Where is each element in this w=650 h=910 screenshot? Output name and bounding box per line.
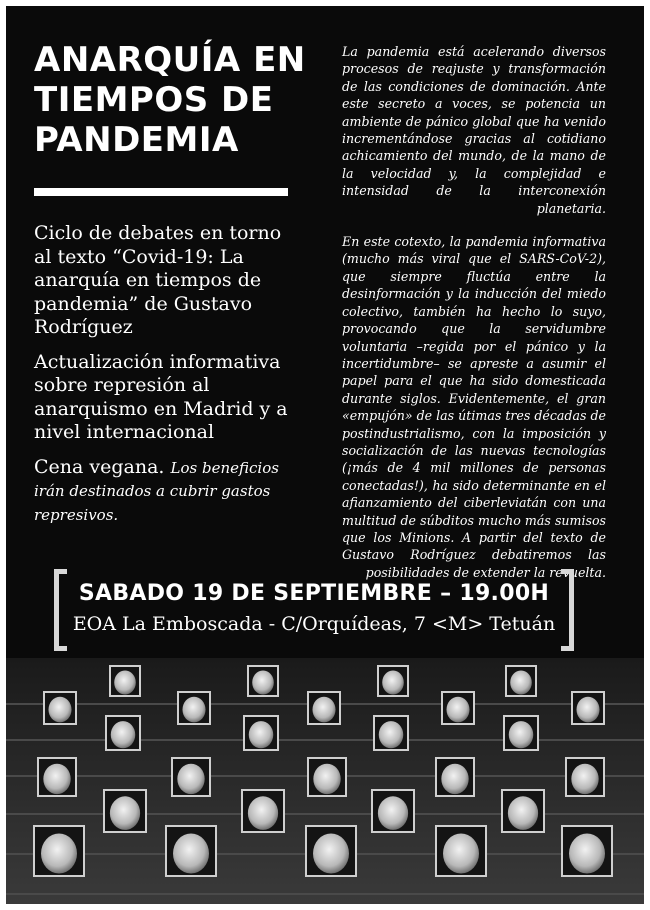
article-column xyxy=(342,43,606,597)
crouching-figure xyxy=(48,697,71,723)
event-date: SABADO 19 DE SEPTIEMBRE – 19.00H xyxy=(78,581,550,606)
crouching-figure xyxy=(508,796,538,830)
poster-title xyxy=(34,40,334,160)
agenda-debate: Ciclo de debates en torno al texto “Covid-19: La anarquía en tiempos de pandemia” de Gustavo Rodríguez xyxy=(34,222,282,338)
article-paragraph-2: En este cotexto, la pandemia informativa (mucho más viral que el SARS-CoV-2), que siempre fluctúa entre la desinformación y la inducción del miedo colectivo, también ha hecho lo suyo, provocando que la servidumbre voluntaria –regida por el pánico y la incertidumbre– se apreste a asumir el papel para el que ha sido domesticada durante siglos. Evidentemente, el gran «empujón» de las útimas tres décadas de postindustrialismo, con la imposición y socialización de las nuevas tecnologías (¡más de 4 mil millones de personas conectadas!), ha sido determinante en el afianzamiento del ciberleviatán con una multitud de súbditos mucho más sumisos que los Minions. A partir del texto de Gustavo Rodríguez debatiremos las posibilidades de extender la revuelta. xyxy=(342,234,606,580)
agenda-cena xyxy=(34,456,304,527)
event-place: EOA La Emboscada - C/Orquídeas, 7 <M> Tetuán xyxy=(72,613,556,635)
agenda-update: Actualización informativa sobre represión al anarquismo en Madrid y a nivel internacional xyxy=(34,350,288,443)
crouching-figure xyxy=(248,796,278,830)
crouching-figure xyxy=(312,697,335,723)
crouching-figure xyxy=(569,834,605,874)
crouching-figure xyxy=(313,764,340,794)
crouching-figure xyxy=(446,697,469,723)
crouching-figure xyxy=(509,721,533,748)
crouching-figure xyxy=(313,834,349,874)
crouching-figure xyxy=(177,764,204,794)
cena-title: Cena vegana. xyxy=(34,455,165,478)
title-divider xyxy=(34,188,288,196)
crouching-figure xyxy=(443,834,479,874)
crouching-figure xyxy=(576,697,599,723)
title-line-2: TIEMPOS DE xyxy=(34,80,274,120)
event-banner xyxy=(54,569,574,649)
cena-note: Los beneficios irán destinados a cubrir gastos represivos. xyxy=(34,458,279,524)
crouching-figure xyxy=(571,764,598,794)
title-line-3: PANDEMIA xyxy=(34,120,239,160)
crouching-figure xyxy=(379,721,403,748)
crouching-figure xyxy=(252,671,274,695)
crouching-figure xyxy=(173,834,209,874)
agenda-column xyxy=(34,222,304,537)
crouching-figure xyxy=(110,796,140,830)
crouching-figure xyxy=(111,721,135,748)
figures-in-boxes-illustration xyxy=(6,658,644,904)
crouching-figure xyxy=(182,697,205,723)
crouching-figure xyxy=(249,721,273,748)
crouching-figure xyxy=(43,764,70,794)
title-line-1: ANARQUÍA EN xyxy=(34,40,306,80)
crouching-figure xyxy=(114,671,136,695)
poster xyxy=(6,6,644,904)
crouching-figure xyxy=(378,796,408,830)
crouching-figure xyxy=(382,671,404,695)
crouching-figure xyxy=(441,764,468,794)
article-paragraph-1: La pandemia está acelerando diversos procesos de reajuste y transformación de las condiciones de dominación. Ante este secreto a voces, se potencia un ambiente de pánico global que ha venido incrementándose gracias al cotidiano achicamiento del mundo, de la mano de la velocidad y, la complejidad e intensidad de la interconexión planetaria. xyxy=(342,44,606,216)
crouching-figure xyxy=(510,671,532,695)
crouching-figure xyxy=(41,834,77,874)
